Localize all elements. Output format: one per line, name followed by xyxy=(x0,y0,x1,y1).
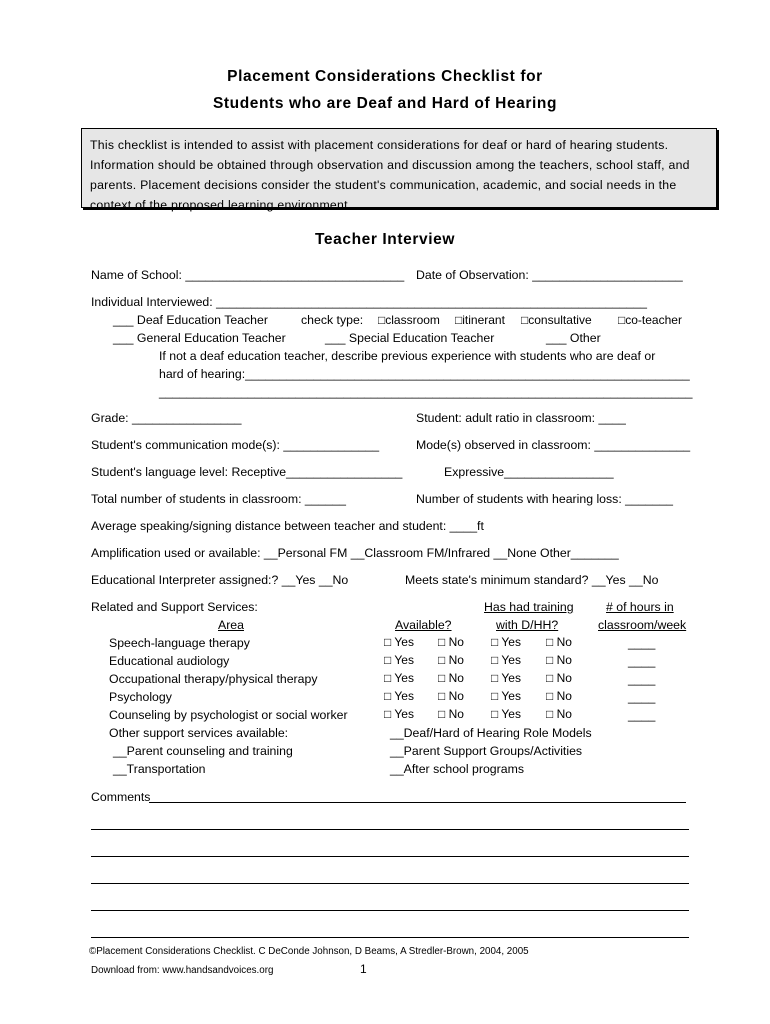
training-no-checkbox[interactable]: □ No xyxy=(546,653,572,667)
comments-line[interactable] xyxy=(91,883,689,884)
title-line-1: Placement Considerations Checklist for xyxy=(227,68,543,85)
page-number: 1 xyxy=(360,962,367,976)
services-label: Related and Support Services: xyxy=(91,600,258,614)
check-type-classroom-checkbox[interactable]: □classroom xyxy=(378,313,440,327)
interpreter-assigned-field[interactable]: Educational Interpreter assigned:? __Yes __No xyxy=(91,573,349,587)
hours-header-2: classroom/week xyxy=(598,618,687,632)
amplification-field[interactable]: Amplification used or available: __Personal FM __Classroom FM/Infrared __None Other_______ xyxy=(91,546,619,560)
hours-header-1: # of hours in xyxy=(606,600,674,614)
check-type-itinerant-checkbox[interactable]: □itinerant xyxy=(455,313,505,327)
hours-field[interactable]: ____ xyxy=(628,636,656,650)
student-adult-ratio-field[interactable]: Student: adult ratio in classroom: ____ xyxy=(416,411,626,425)
hours-field[interactable]: ____ xyxy=(628,690,656,704)
other-teacher-option[interactable]: ___ Other xyxy=(546,331,601,345)
grade-field[interactable]: Grade: ________________ xyxy=(91,411,242,425)
hours-field[interactable]: ____ xyxy=(628,654,656,668)
after-school-option[interactable]: __After school programs xyxy=(390,762,524,776)
average-distance-field[interactable]: Average speaking/signing distance between teacher and student: ____ft xyxy=(91,519,484,533)
available-yes-checkbox[interactable]: □ Yes xyxy=(384,635,414,649)
comments-line[interactable] xyxy=(91,910,689,911)
hours-field[interactable]: ____ xyxy=(628,708,656,722)
available-yes-checkbox[interactable]: □ Yes xyxy=(384,707,414,721)
title-line-2: Students who are Deaf and Hard of Hearing xyxy=(212,95,558,112)
other-services-label: Other support services available: xyxy=(109,726,289,740)
training-yes-checkbox[interactable]: □ Yes xyxy=(491,671,521,685)
date-of-observation-field[interactable]: Date of Observation: ______________________ xyxy=(416,268,683,282)
training-header-1: Has had training xyxy=(484,600,574,614)
training-no-checkbox[interactable]: □ No xyxy=(546,635,572,649)
intro-line: parents. Placement decisions consider the student's communication, academic, and social needs in the xyxy=(90,178,677,192)
available-yes-checkbox[interactable]: □ Yes xyxy=(384,653,414,667)
training-no-checkbox[interactable]: □ No xyxy=(546,689,572,703)
download-link[interactable]: Download from: www.handsandvoices.org xyxy=(91,965,274,976)
service-area-label: Occupational therapy/physical therapy xyxy=(109,672,318,686)
role-models-option[interactable]: __Deaf/Hard of Hearing Role Models xyxy=(390,726,592,740)
deaf-ed-teacher-option[interactable]: ___ Deaf Education Teacher xyxy=(113,313,268,327)
service-area-label: Speech-language therapy xyxy=(109,636,250,650)
comments-line[interactable] xyxy=(149,802,686,803)
service-area-label: Counseling by psychologist or social worker xyxy=(109,708,348,722)
training-no-checkbox[interactable]: □ No xyxy=(546,671,572,685)
available-no-checkbox[interactable]: □ No xyxy=(438,653,464,667)
communication-modes-field[interactable]: Student's communication mode(s): ______________ xyxy=(91,438,380,452)
hard-of-hearing-experience-field[interactable]: hard of hearing:_________________________________________________________________ xyxy=(159,367,690,381)
available-no-checkbox[interactable]: □ No xyxy=(438,671,464,685)
training-yes-checkbox[interactable]: □ Yes xyxy=(491,635,521,649)
training-no-checkbox[interactable]: □ No xyxy=(546,707,572,721)
experience-continuation-field[interactable]: ______________________________________________________________________________ xyxy=(159,385,693,399)
copyright-notice: ©Placement Considerations Checklist. C DeConde Johnson, D Beams, A Stredler-Brown, 2004, 2005 xyxy=(89,946,529,957)
receptive-language-field[interactable]: Student's language level: Receptive_________________ xyxy=(91,465,403,479)
comments-label: Comments xyxy=(91,790,151,804)
check-type-label: check type: xyxy=(301,313,364,327)
hours-field[interactable]: ____ xyxy=(628,672,656,686)
available-no-checkbox[interactable]: □ No xyxy=(438,707,464,721)
training-header-2: with D/HH? xyxy=(496,618,559,632)
individual-interviewed-field[interactable]: Individual Interviewed: _______________________________________________________________ xyxy=(91,295,647,309)
intro-line: Information should be obtained through observation and discussion among the teachers, school staff, and xyxy=(90,158,690,172)
training-yes-checkbox[interactable]: □ Yes xyxy=(491,707,521,721)
hearing-loss-students-field[interactable]: Number of students with hearing loss: _______ xyxy=(416,492,674,506)
transportation-option[interactable]: __Transportation xyxy=(113,762,206,776)
comments-line[interactable] xyxy=(91,937,689,938)
check-type-consultative-checkbox[interactable]: □consultative xyxy=(521,313,592,327)
total-students-field[interactable]: Total number of students in classroom: ______ xyxy=(91,492,346,506)
general-ed-teacher-option[interactable]: ___ General Education Teacher xyxy=(113,331,286,345)
comments-line[interactable] xyxy=(91,856,689,857)
name-of-school-field[interactable]: Name of School: ________________________________ xyxy=(91,268,405,282)
if-not-deaf-ed-prompt: If not a deaf education teacher, describe previous experience with students who are deaf or xyxy=(159,349,656,363)
modes-observed-field[interactable]: Mode(s) observed in classroom: ______________ xyxy=(416,438,691,452)
intro-line: context of the proposed learning environment. xyxy=(90,198,352,212)
available-header: Available? xyxy=(395,618,452,632)
intro-box xyxy=(81,128,717,212)
available-no-checkbox[interactable]: □ No xyxy=(438,635,464,649)
section-title: Teacher Interview xyxy=(315,231,455,248)
comments-line[interactable] xyxy=(91,829,689,830)
available-yes-checkbox[interactable]: □ Yes xyxy=(384,689,414,703)
parent-support-groups-option[interactable]: __Parent Support Groups/Activities xyxy=(390,744,583,758)
intro-line: This checklist is intended to assist with placement considerations for deaf or hard of hearing students. xyxy=(90,138,669,152)
check-type-coteacher-checkbox[interactable]: □co-teacher xyxy=(618,313,682,327)
available-no-checkbox[interactable]: □ No xyxy=(438,689,464,703)
area-header: Area xyxy=(218,618,244,632)
service-area-label: Psychology xyxy=(109,690,172,704)
expressive-language-field[interactable]: Expressive________________ xyxy=(444,465,614,479)
training-yes-checkbox[interactable]: □ Yes xyxy=(491,689,521,703)
special-ed-teacher-option[interactable]: ___ Special Education Teacher xyxy=(325,331,495,345)
meets-state-standard-field[interactable]: Meets state's minimum standard? __Yes __No xyxy=(405,573,659,587)
available-yes-checkbox[interactable]: □ Yes xyxy=(384,671,414,685)
training-yes-checkbox[interactable]: □ Yes xyxy=(491,653,521,667)
service-area-label: Educational audiology xyxy=(109,654,230,668)
parent-counseling-option[interactable]: __Parent counseling and training xyxy=(113,744,293,758)
